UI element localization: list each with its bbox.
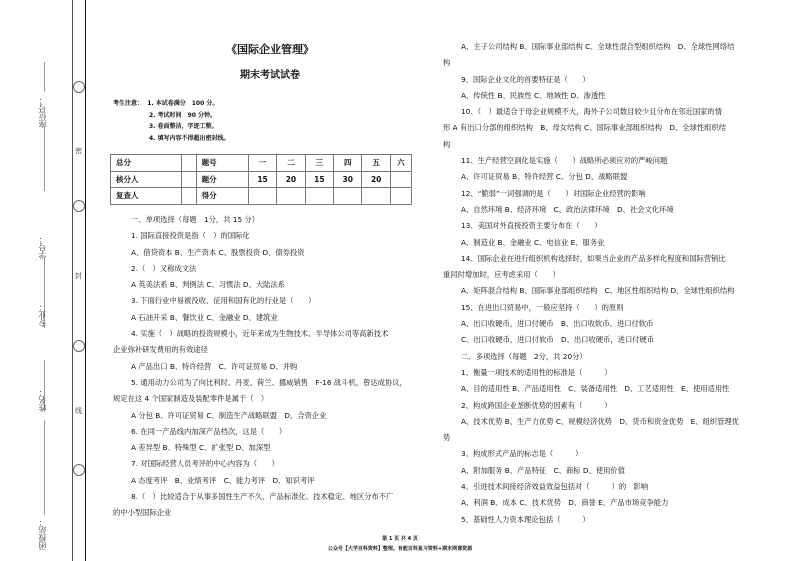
- score-cell: [277, 188, 305, 205]
- question-line: 构: [443, 139, 451, 149]
- question-line: 的中小型国际企业: [113, 508, 172, 518]
- question-line: 势: [443, 433, 451, 443]
- question-line: 7. 对国际经营人员考评的中心内容为（ ）: [131, 459, 279, 469]
- question-line: 3、构成形式产品的标志是（ ）: [461, 449, 583, 459]
- question-line: A 产品出口 B、特许经营 C、许可证贸易 D、并购: [131, 361, 298, 371]
- score-cell: [181, 171, 196, 188]
- note-item: 3. 卷面整洁，字迹工整。: [149, 123, 218, 130]
- question-line: A、许可证贸易 B、特许经营 C、分包 D、战略联盟: [461, 172, 628, 182]
- score-row: [111, 155, 412, 172]
- major-field: 专业：: [38, 303, 47, 327]
- left-column-questions: [113, 212, 407, 522]
- score-cell: 总分: [111, 155, 182, 172]
- question-line: 企业弥补研发费用的有效途径: [113, 345, 208, 355]
- page-number: 第 1 页 共 4 页: [382, 536, 418, 542]
- question-line: A、主子公司结构 B、国际事业部结构 C、全球性混合型组织结构 D、全球性网络结: [461, 42, 735, 51]
- binding-hole: [73, 200, 85, 212]
- seat-number-field: 座位号：: [38, 96, 47, 128]
- score-cell: [181, 188, 196, 205]
- score-cell: 三: [305, 155, 333, 172]
- score-cell: [248, 188, 276, 205]
- question-line: 15、在进出口贸易中，一般应坚持（ ）的原则: [461, 302, 624, 312]
- question-line: C、出口收硬币，进口付软币 D、出口收硬币，进口付硬币: [461, 335, 655, 345]
- question-line: 重同时增加时，应考虑采用（ ）: [443, 270, 560, 280]
- score-cell: [181, 155, 196, 172]
- question-line: A、矩阵混合结构 B、国际事业部组织结构 C、地区性组织结构 D、全球性组织结构: [461, 286, 735, 296]
- question-line: 11、生产经营空洞化是实施（ ）战略所必须应对的严峻问题: [461, 156, 668, 166]
- question-line: 4、引进技术间接经济效益效益包括对（ ）的 影响: [461, 482, 649, 492]
- footer-note: 公众号【大学百科资料】整理。有能百科复习资料+期末网课资源: [327, 546, 473, 552]
- seal-char-xian: 线: [75, 407, 82, 415]
- score-cell: 得分: [196, 188, 248, 205]
- right-column-questions: [443, 39, 739, 528]
- question-line: 6. 在同一产品线内加深产品档次，这是（ ）: [131, 426, 287, 436]
- binding-hole: [73, 340, 85, 352]
- score-cell: [362, 188, 390, 205]
- score-table: [110, 154, 412, 205]
- question-line: 9、国际企业文化的首要特征是（ ）: [461, 74, 590, 84]
- score-cell: 核分人: [111, 171, 182, 188]
- question-line: 3. 下面行业中易被没收、征用和国有化的行业是（ ）: [131, 296, 316, 306]
- question-line: A、传统性 B、民族性 C、地域性 D、渗透性: [461, 90, 606, 100]
- question-line: 10、（ ）最适合于母企业规模不大，海外子公司数目较少且分布在邻近国家的情: [461, 107, 723, 117]
- question-line: A、利润 B、成本 C、技术优势 D、商誉 E、产品市场竞争能力: [461, 498, 669, 508]
- note-item: 4. 填写内容不得超出密封线。: [149, 134, 230, 142]
- question-line: A、制造业 B、金融业 C、电信业 E、服务业: [461, 237, 605, 247]
- score-cell: 30: [334, 171, 362, 188]
- question-line: 构: [443, 58, 451, 68]
- score-cell: 四: [334, 155, 362, 172]
- exam-subtitle: 期末考试试卷: [240, 70, 300, 81]
- score-row: [111, 188, 412, 205]
- question-line: A、自然环境 B、经济环境 C、政治法律环境 D、社会文化环境: [461, 204, 674, 214]
- score-cell: 20: [362, 171, 390, 188]
- binding-hole: [73, 464, 85, 476]
- question-line: A、出口收硬币，进口付硬币 B、出口收软币、进口付软币: [461, 319, 654, 329]
- question-line: 一、单项选择（每题 1分，共 15 分）: [131, 215, 260, 224]
- binding-line-outer: [85, 0, 86, 561]
- binding-hole: [73, 81, 85, 93]
- student-id-field: 学号：: [38, 235, 47, 259]
- question-line: A 英美法系 B、判例法 C、习惯法 D、大陆法系: [131, 280, 286, 290]
- question-line: A 石油开采 B、餐饮业 C、金融业 D、建筑业: [131, 312, 278, 322]
- question-line: 14、国际企业在进行组织机构选择时，如果当企业的产品多样化程度和国际营销比: [461, 253, 726, 263]
- score-cell: 15: [305, 171, 333, 188]
- score-cell: [305, 188, 333, 205]
- question-line: 2、构成跨国企业垄断优势的因素有（ ）: [461, 400, 612, 410]
- question-line: 12、“脆弱”一词强调的是（ ）对国际企业经营的影响: [461, 188, 646, 198]
- candidate-notes: [113, 98, 230, 144]
- question-line: 二、多项选择（每题 2分，共 20分）: [461, 351, 587, 361]
- question-line: 1、衡量一项技术的适用性的标准是（ ）: [461, 367, 612, 377]
- score-cell: 20: [277, 171, 305, 188]
- score-cell: 六: [390, 155, 411, 172]
- question-line: A、目的适用性 B、产品适用性 C、装备适用性 D、工艺适用性 E、使用适用性: [461, 384, 730, 394]
- score-cell: 题分: [196, 171, 248, 188]
- question-line: 5、基础性人力资本理论包括（ ）: [461, 514, 590, 524]
- note-item: 2. 考试时间 90 分钟。: [149, 111, 216, 119]
- score-cell: 题号: [196, 155, 248, 172]
- score-cell: 五: [362, 155, 390, 172]
- notes-label: 考生注意：: [113, 100, 144, 107]
- question-line: A 分包 B、许可证贸易 C、制造生产战略联盟 D、合资企业: [131, 410, 327, 420]
- question-line: A 态度考评 B、业绩考评 C、能力考评 D、知识考评: [131, 475, 315, 485]
- question-line: A 差异型 B、特殊型 C、扩张型 D、加深型: [131, 443, 271, 453]
- question-line: A、附加服务 B、产品特征 C、商标 D、使用价值: [461, 465, 625, 475]
- name-field: 姓名：: [38, 388, 47, 412]
- note-item: 1. 本试卷满分 100 分。: [147, 100, 219, 107]
- exam-title: 《国际企业管理》: [226, 43, 314, 56]
- score-cell: 一: [248, 155, 276, 172]
- question-line: 规定在这 4 个国家制造及装配零件是属于（ ）: [113, 394, 269, 404]
- seal-char-feng: 封: [75, 272, 82, 280]
- score-cell: [390, 171, 411, 188]
- question-line: 5. 通用动力公司为了向比利时、丹麦、荷兰、挪威销售 F-16 战斗机，曾达成协议，: [131, 377, 407, 387]
- question-line: 1. 国际直接投资是指（ ）的国际化: [131, 231, 250, 241]
- question-line: 4. 实施（ ）战略的投资规模小，近年来成为生物技术、半导体公司等高新技术: [131, 329, 389, 339]
- score-cell: 15: [248, 171, 276, 188]
- score-cell: 二: [277, 155, 305, 172]
- score-row: [111, 171, 412, 188]
- study-center-field: 函授站：: [38, 518, 47, 550]
- question-line: 2.（ ）又称成文法: [131, 263, 197, 273]
- question-line: A、借贷资本 B、生产资本 C、股票投资 D、债券投资: [131, 247, 305, 257]
- score-cell: [334, 188, 362, 205]
- score-cell: 复查人: [111, 188, 182, 205]
- score-cell: [390, 188, 411, 205]
- question-line: 8.（ ）比较适合于从事多国性生产不久、产品标准化、技术稳定、地区分布不广: [131, 492, 394, 502]
- seal-char-mi: 密: [75, 147, 82, 155]
- question-line: 形 A 有出口分部的组织结构 B、母女结构 C、国际事业部组织结构 D、全球性组织结: [443, 123, 727, 133]
- question-line: A、技术优势 B、生产力优势 C、规模经济优势 D、货币和资金优势 E、组织管理优: [461, 416, 740, 426]
- question-line: 13、美国对外直接投资主要分布在（ ）: [461, 221, 602, 231]
